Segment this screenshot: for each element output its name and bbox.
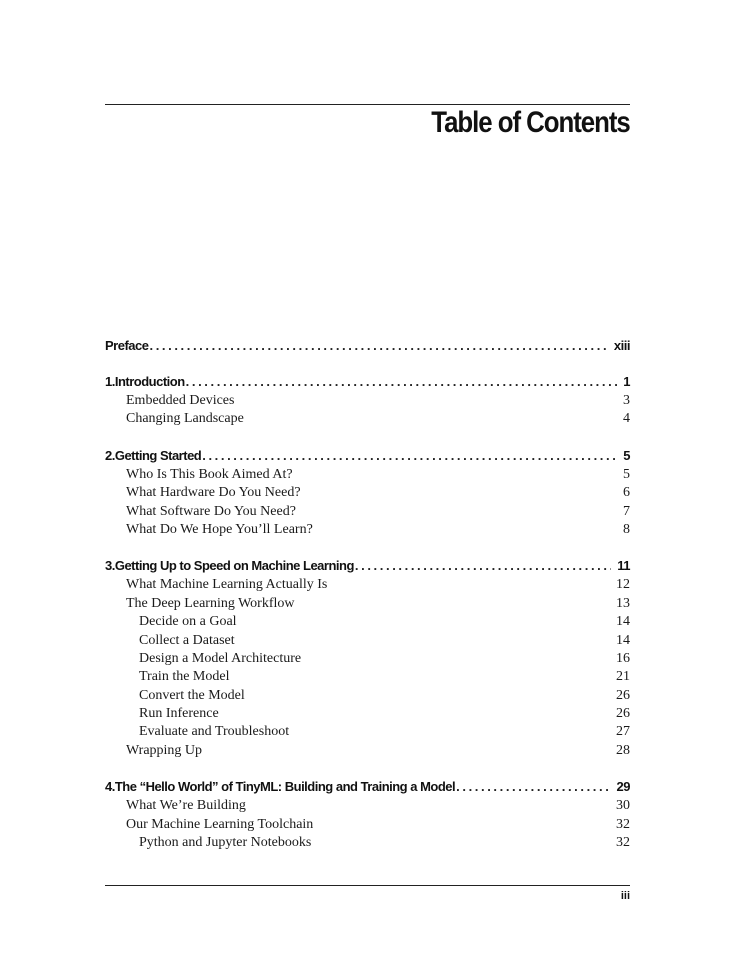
section-page: 6 <box>623 485 630 501</box>
toc-chapter-entry[interactable] <box>105 372 630 392</box>
toc-section-entry[interactable] <box>105 742 630 760</box>
section-title: What We’re Building <box>126 798 246 814</box>
top-rule <box>105 104 630 105</box>
toc-section-entry[interactable] <box>105 410 630 428</box>
toc-section-entry[interactable] <box>105 797 630 815</box>
chapter-number: 2. <box>105 447 115 463</box>
section-title: The Deep Learning Workflow <box>126 595 295 611</box>
bottom-rule <box>105 885 630 886</box>
dot-leader <box>354 556 611 576</box>
section-title: What Software Do You Need? <box>126 503 296 519</box>
chapter-title: Introduction <box>114 374 185 389</box>
section-page: 5 <box>623 466 630 482</box>
toc-chapter-entry[interactable] <box>105 446 630 466</box>
section-title: What Machine Learning Actually Is <box>126 577 328 593</box>
toc-subsection-entry[interactable] <box>105 668 630 686</box>
toc-section-entry[interactable] <box>105 816 630 834</box>
section-title: Convert the Model <box>139 687 245 703</box>
toc-chapter-entry[interactable] <box>105 556 630 576</box>
toc-section-entry[interactable] <box>105 466 630 484</box>
toc-subsection-entry[interactable] <box>105 723 630 741</box>
chapter-title: Getting Started <box>114 447 202 463</box>
section-page: 14 <box>616 632 630 648</box>
section-page: 13 <box>616 595 630 611</box>
section-title: What Hardware Do You Need? <box>126 485 301 501</box>
toc-entry-title: Preface <box>105 338 149 353</box>
section-title: Embedded Devices <box>126 393 235 408</box>
chapter-spacer <box>105 539 630 556</box>
toc-section-entry[interactable] <box>105 484 630 502</box>
chapter-page: 29 <box>616 779 630 795</box>
section-page: 26 <box>616 706 630 722</box>
chapter-page: 5 <box>623 447 630 463</box>
toc-entry-preface[interactable] <box>105 336 630 356</box>
toc-section-entry[interactable] <box>105 576 630 594</box>
section-page: 4 <box>623 411 630 427</box>
section-title: Wrapping Up <box>126 742 203 758</box>
section-page: 28 <box>616 742 630 758</box>
table-of-contents <box>105 336 630 852</box>
chapter-title: Getting Up to Speed on Machine Learning <box>114 558 354 574</box>
toc-section-entry[interactable] <box>105 392 630 410</box>
dot-leader <box>455 777 610 797</box>
section-title: Design a Model Architecture <box>139 650 302 666</box>
toc-entry-page: xiii <box>613 338 630 353</box>
chapter-number: 4. <box>105 779 115 795</box>
section-page: 12 <box>616 577 630 593</box>
toc-section-entry[interactable] <box>105 521 630 539</box>
section-title: Run Inference <box>139 706 219 722</box>
section-page: 3 <box>623 393 630 408</box>
section-title: Evaluate and Troubleshoot <box>139 724 290 740</box>
dot-leader <box>201 446 617 466</box>
toc-subsection-entry[interactable] <box>105 834 630 852</box>
toc-subsection-entry[interactable] <box>105 650 630 668</box>
dot-leader <box>185 372 618 392</box>
toc-subsection-entry[interactable] <box>105 687 630 705</box>
section-page: 30 <box>616 798 630 814</box>
page-number: iii <box>620 890 630 902</box>
toc-section-entry[interactable] <box>105 595 630 613</box>
section-page: 32 <box>616 816 630 832</box>
section-page: 8 <box>623 521 630 537</box>
section-title: Collect a Dataset <box>139 632 235 648</box>
page-title: Table of Contents <box>431 106 630 139</box>
toc-section-entry[interactable] <box>105 503 630 521</box>
section-page: 21 <box>616 669 630 685</box>
section-page: 26 <box>616 687 630 703</box>
chapter-spacer <box>105 760 630 777</box>
toc-subsection-entry[interactable] <box>105 705 630 723</box>
section-title: What Do We Hope You’ll Learn? <box>126 521 313 537</box>
chapter-number: 3. <box>105 558 115 574</box>
section-page: 7 <box>623 503 630 519</box>
toc-subsection-entry[interactable] <box>105 632 630 650</box>
section-title: Decide on a Goal <box>139 614 237 630</box>
section-title: Train the Model <box>139 669 230 685</box>
chapter-page: 1 <box>623 374 630 389</box>
section-title: Python and Jupyter Notebooks <box>139 835 312 851</box>
toc-subsection-entry[interactable] <box>105 613 630 631</box>
section-page: 27 <box>616 724 630 740</box>
chapter-title: The “Hello World” of TinyML: Building and Training a Model <box>114 779 456 795</box>
chapter-page: 11 <box>617 558 630 574</box>
chapter-number: 1. <box>105 374 115 389</box>
chapter-spacer <box>105 356 630 372</box>
chapter-list <box>105 356 630 852</box>
section-page: 14 <box>616 614 630 630</box>
toc-chapter-entry[interactable] <box>105 777 630 797</box>
section-page: 32 <box>616 835 630 851</box>
section-title: Our Machine Learning Toolchain <box>126 816 314 832</box>
chapter-spacer <box>105 429 630 446</box>
section-title: Who Is This Book Aimed At? <box>126 466 293 482</box>
dot-leader <box>148 336 607 356</box>
section-page: 16 <box>616 650 630 666</box>
section-title: Changing Landscape <box>126 411 244 427</box>
